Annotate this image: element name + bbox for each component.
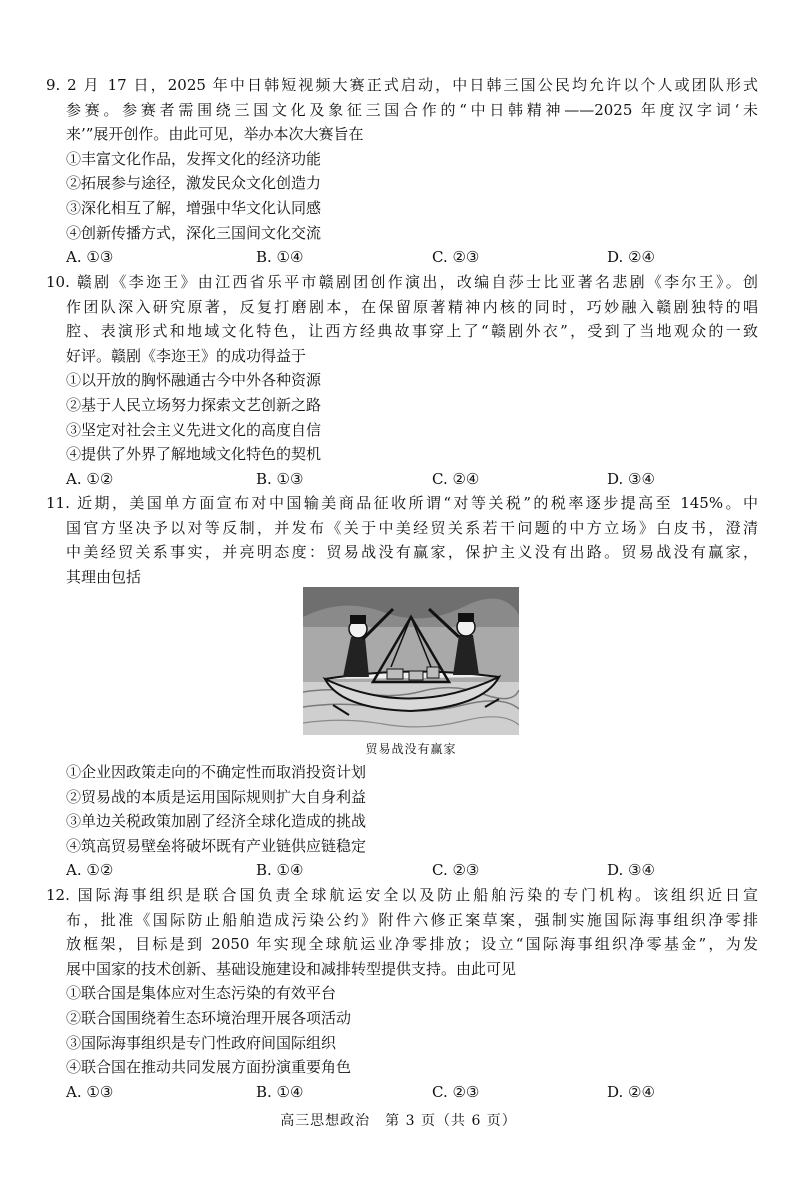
q10-stem-line-3: 腔、表演形式和地域文化特色，让西方经典故事穿上了“赣剧外衣”，受到了当地观众的一致 bbox=[66, 322, 758, 341]
q12-answer-choices bbox=[66, 1080, 758, 1105]
q9-choice-a: A. ①③ bbox=[66, 248, 114, 267]
q10-stem-line-1: 10. 赣剧《李迩王》由江西省乐平市赣剧团创作演出，改编自莎士比亚著名悲剧《李尔王》。创 bbox=[46, 273, 758, 291]
q11-option-2: ②贸易战的本质是运用国际规则扩大自身利益 bbox=[66, 787, 367, 806]
q10-choice-a: A. ①② bbox=[66, 469, 114, 488]
q10-option-2: ②基于人民立场努力探索文艺创新之路 bbox=[66, 395, 322, 414]
figure-caption: 贸易战没有赢家 bbox=[365, 742, 457, 756]
q10-answer-choices bbox=[66, 467, 758, 492]
q12-option-2: ②联合国围绕着生态环境治理开展各项活动 bbox=[66, 1008, 352, 1027]
q12-stem-line-4: 展中国家的技术创新、基础设施建设和减排转型提供支持。由此可见 bbox=[66, 959, 517, 978]
q11-stem-line-1: 11. 近期，美国单方面宣布对中国输美商品征收所谓“对等关税”的税率逐步提高至 145%。中 bbox=[46, 494, 758, 512]
q10-choice-b: B. ①③ bbox=[256, 469, 304, 488]
question-10 bbox=[46, 270, 758, 491]
q12-stem-line-3: 放框架，目标是到 2050 年实现全球航运业净零排放；设立“国际海事组织净零基金”，为发 bbox=[66, 935, 758, 954]
q9-stem-line-3: 来’”展开创作。由此可见，举办本次大赛旨在 bbox=[66, 125, 364, 144]
q9-stem-line-1: 9. 2 月 17 日，2025 年中日韩短视频大赛正式启动，中日韩三国公民均允许以个人或团队形式 bbox=[46, 76, 758, 94]
q9-answer-choices bbox=[66, 245, 758, 270]
q10-choice-c: C. ②④ bbox=[432, 469, 480, 488]
q11-stem-line-2: 国官方坚决予以对等反制，并发布《关于中美经贸关系若干问题的中方立场》白皮书，澄清 bbox=[66, 518, 758, 537]
page-footer: 高三思想政治 第 3 页（共 6 页） bbox=[280, 1113, 517, 1129]
q11-choice-b: B. ①④ bbox=[256, 861, 304, 880]
question-12 bbox=[46, 883, 758, 1104]
q9-option-1: ①丰富文化作品，发挥文化的经济功能 bbox=[66, 149, 322, 168]
q9-stem-line-2: 参赛。参赛者需围绕三国文化及象征三国合作的“中日韩精神——2025 年度汉字词‘未 bbox=[66, 100, 758, 119]
q10-option-1: ①以开放的胸怀融通古今中外各种资源 bbox=[66, 371, 322, 390]
question-9 bbox=[46, 73, 758, 270]
q9-choice-c: C. ②③ bbox=[432, 248, 480, 267]
q12-option-1: ①联合国是集体应对生态污染的有效平台 bbox=[66, 984, 337, 1003]
question-11-stem bbox=[46, 491, 758, 589]
q12-choice-c: C. ②③ bbox=[432, 1082, 480, 1101]
q12-choice-d: D. ②④ bbox=[607, 1082, 655, 1101]
q11-option-3: ③单边关税政策加剧了经济全球化造成的挑战 bbox=[66, 812, 367, 831]
q11-choice-c: C. ②③ bbox=[432, 861, 480, 880]
q9-choice-b: B. ①④ bbox=[256, 248, 304, 267]
q10-option-4: ④提供了外界了解地域文化特色的契机 bbox=[66, 445, 322, 464]
question-11-options bbox=[46, 760, 758, 883]
q10-choice-d: D. ③④ bbox=[607, 469, 655, 488]
q9-choice-d: D. ②④ bbox=[607, 248, 655, 267]
q11-option-4: ④筑高贸易壁垒将破坏既有产业链供应链稳定 bbox=[66, 836, 367, 855]
q11-option-1: ①企业因政策走向的不确定性而取消投资计划 bbox=[66, 763, 367, 781]
q12-option-3: ③国际海事组织是专门性政府间国际组织 bbox=[66, 1033, 337, 1052]
q11-answer-choices bbox=[66, 858, 758, 883]
q9-option-4: ④创新传播方式，深化三国间文化交流 bbox=[66, 223, 322, 242]
q9-option-2: ②拓展参与途径，激发民众文化创造力 bbox=[66, 174, 322, 193]
q12-stem-line-2: 布，批准《国际防止船舶造成污染公约》附件六修正案草案，强制实施国际海事组织净零排 bbox=[66, 910, 758, 929]
q11-choice-d: D. ③④ bbox=[607, 861, 655, 880]
q12-option-4: ④联合国在推动共同发展方面扮演重要角色 bbox=[66, 1058, 352, 1077]
q10-option-3: ③坚定对社会主义先进文化的高度自信 bbox=[66, 420, 322, 439]
q11-stem-line-3: 中美经贸关系事实，并亮明态度：贸易战没有赢家，保护主义没有出路。贸易战没有赢家， bbox=[66, 543, 758, 562]
q9-option-3: ③深化相互了解，增强中华文化认同感 bbox=[66, 198, 322, 217]
q10-stem-line-2: 作团队深入研究原著，反复打磨剧本，在保留原著精神内核的同时，巧妙融入赣剧独特的唱 bbox=[66, 297, 758, 316]
q12-choice-b: B. ①④ bbox=[256, 1082, 304, 1101]
q11-stem-line-4: 其理由包括 bbox=[66, 567, 142, 586]
q10-stem-line-4: 好评。赣剧《李迩王》的成功得益于 bbox=[66, 346, 307, 365]
q12-stem-line-1: 12. 国际海事组织是联合国负责全球航运安全以及防止船舶污染的专门机构。该组织近日宣 bbox=[46, 886, 758, 904]
q11-choice-a: A. ①② bbox=[66, 861, 114, 880]
trade-war-cartoon-image bbox=[303, 587, 519, 735]
q12-choice-a: A. ①③ bbox=[66, 1082, 114, 1101]
